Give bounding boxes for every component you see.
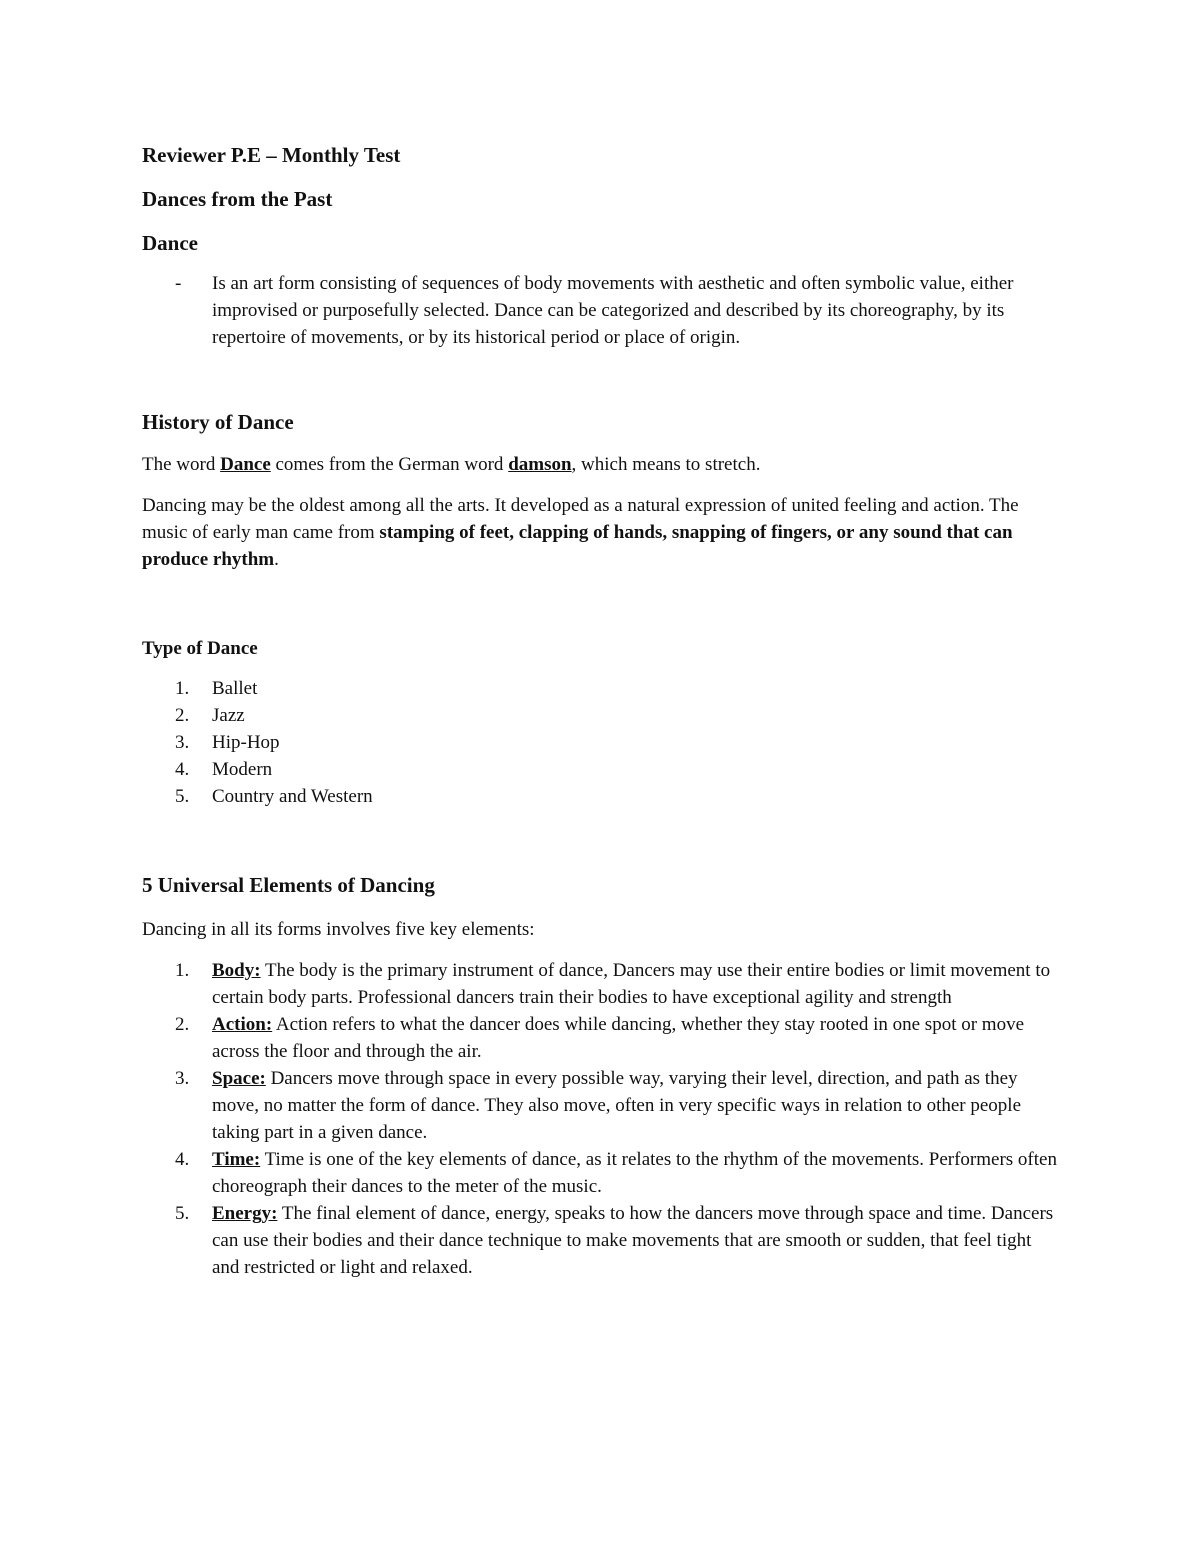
element-description: The body is the primary instrument of dance, Dancers may use their entire bodies or limit movement to certain body parts. Professional dancers train their bodies to have exceptional agility and strength [212,960,1051,1008]
history-p2-bold: stamping of feet, clapping of hands, snapping of fingers, or any sound that can produce rhythm [142,522,1013,570]
type-of-dance-label: Jazz [212,705,245,726]
element-item [142,1146,1062,1200]
list-number: 1. [175,960,190,981]
list-number: 4. [175,1149,190,1170]
element-description: Action refers to what the dancer does while dancing, whether they stay rooted in one spot or move across the floor and through the air. [212,1014,1025,1062]
element-description: The final element of dance, energy, speaks to how the dancers move through space and time. Dancers can use their bodies and their dance technique to make movements that are smooth or sudden, that feel tight and restricted or light and relaxed. [212,1203,1054,1278]
dance-definition-text: Is an art form consisting of sequences of body movements with aesthetic and often symbolic value, either improvised or purposefully selected. Dance can be categorized and described by its choreography, by its repertoire of movements, or by its historical period or place of origin. [212,273,1014,348]
history-p1-text-c: , which means to stretch. [571,454,761,475]
list-number: 2. [175,1014,190,1035]
type-of-dance-label: Ballet [212,678,258,699]
list-number: 5. [175,786,190,807]
document-title: Reviewer P.E – Monthly Test [142,143,401,167]
element-item [142,957,1062,1011]
element-term: Space: [212,1068,266,1089]
element-item [142,1065,1062,1146]
dash-marker: - [175,273,182,294]
elements-heading: 5 Universal Elements of Dancing [142,873,435,897]
history-paragraph-2 [142,492,1062,573]
element-term: Time: [212,1149,261,1170]
list-number: 1. [175,678,190,699]
type-of-dance-list [142,675,1062,810]
type-of-dance-item [142,702,1062,729]
element-term: Action: [212,1014,273,1035]
element-item [142,1200,1062,1281]
type-of-dance-item [142,729,1062,756]
list-number: 3. [175,1068,190,1089]
type-of-dance-item [142,756,1062,783]
history-p2-end: . [274,549,279,570]
list-number: 4. [175,759,190,780]
dance-definition-item [142,270,1062,351]
list-number: 2. [175,705,190,726]
history-paragraph-1 [142,451,1062,478]
element-description: Dancers move through space in every possible way, varying their level, direction, and path as they move, no matter the form of dance. They also move, often in very specific ways in relation to other people taking part in a given dance. [212,1068,1022,1143]
type-of-dance-item [142,675,1062,702]
history-p1-term-damson: damson [508,454,572,475]
element-term: Body: [212,960,261,981]
history-p1-text-a: The word [142,454,221,475]
elements-list [142,957,1062,1281]
type-of-dance-label: Modern [212,759,273,780]
type-of-dance-heading: Type of Dance [142,638,258,659]
document-page [142,140,1062,1281]
element-term: Energy: [212,1203,278,1224]
elements-intro: Dancing in all its forms involves five key elements: [142,919,535,940]
dance-heading: Dance [142,231,198,255]
history-p1-text-b: comes from the German word [270,454,509,475]
history-heading: History of Dance [142,410,294,434]
list-number: 3. [175,732,190,753]
element-item [142,1011,1062,1065]
list-number: 5. [175,1203,190,1224]
dance-definition-list [142,270,1062,351]
type-of-dance-label: Country and Western [212,786,373,807]
document-subtitle: Dances from the Past [142,187,333,211]
history-p1-term-dance: Dance [220,454,271,475]
type-of-dance-item [142,783,1062,810]
element-description: Time is one of the key elements of dance, as it relates to the rhythm of the movements. Performers often choreograph their dances to the meter of the music. [212,1149,1057,1197]
type-of-dance-label: Hip-Hop [212,732,280,753]
history-p2-text: Dancing may be the oldest among all the arts. It developed as a natural expression of united feeling and action. The music of early man came from [142,495,1019,543]
